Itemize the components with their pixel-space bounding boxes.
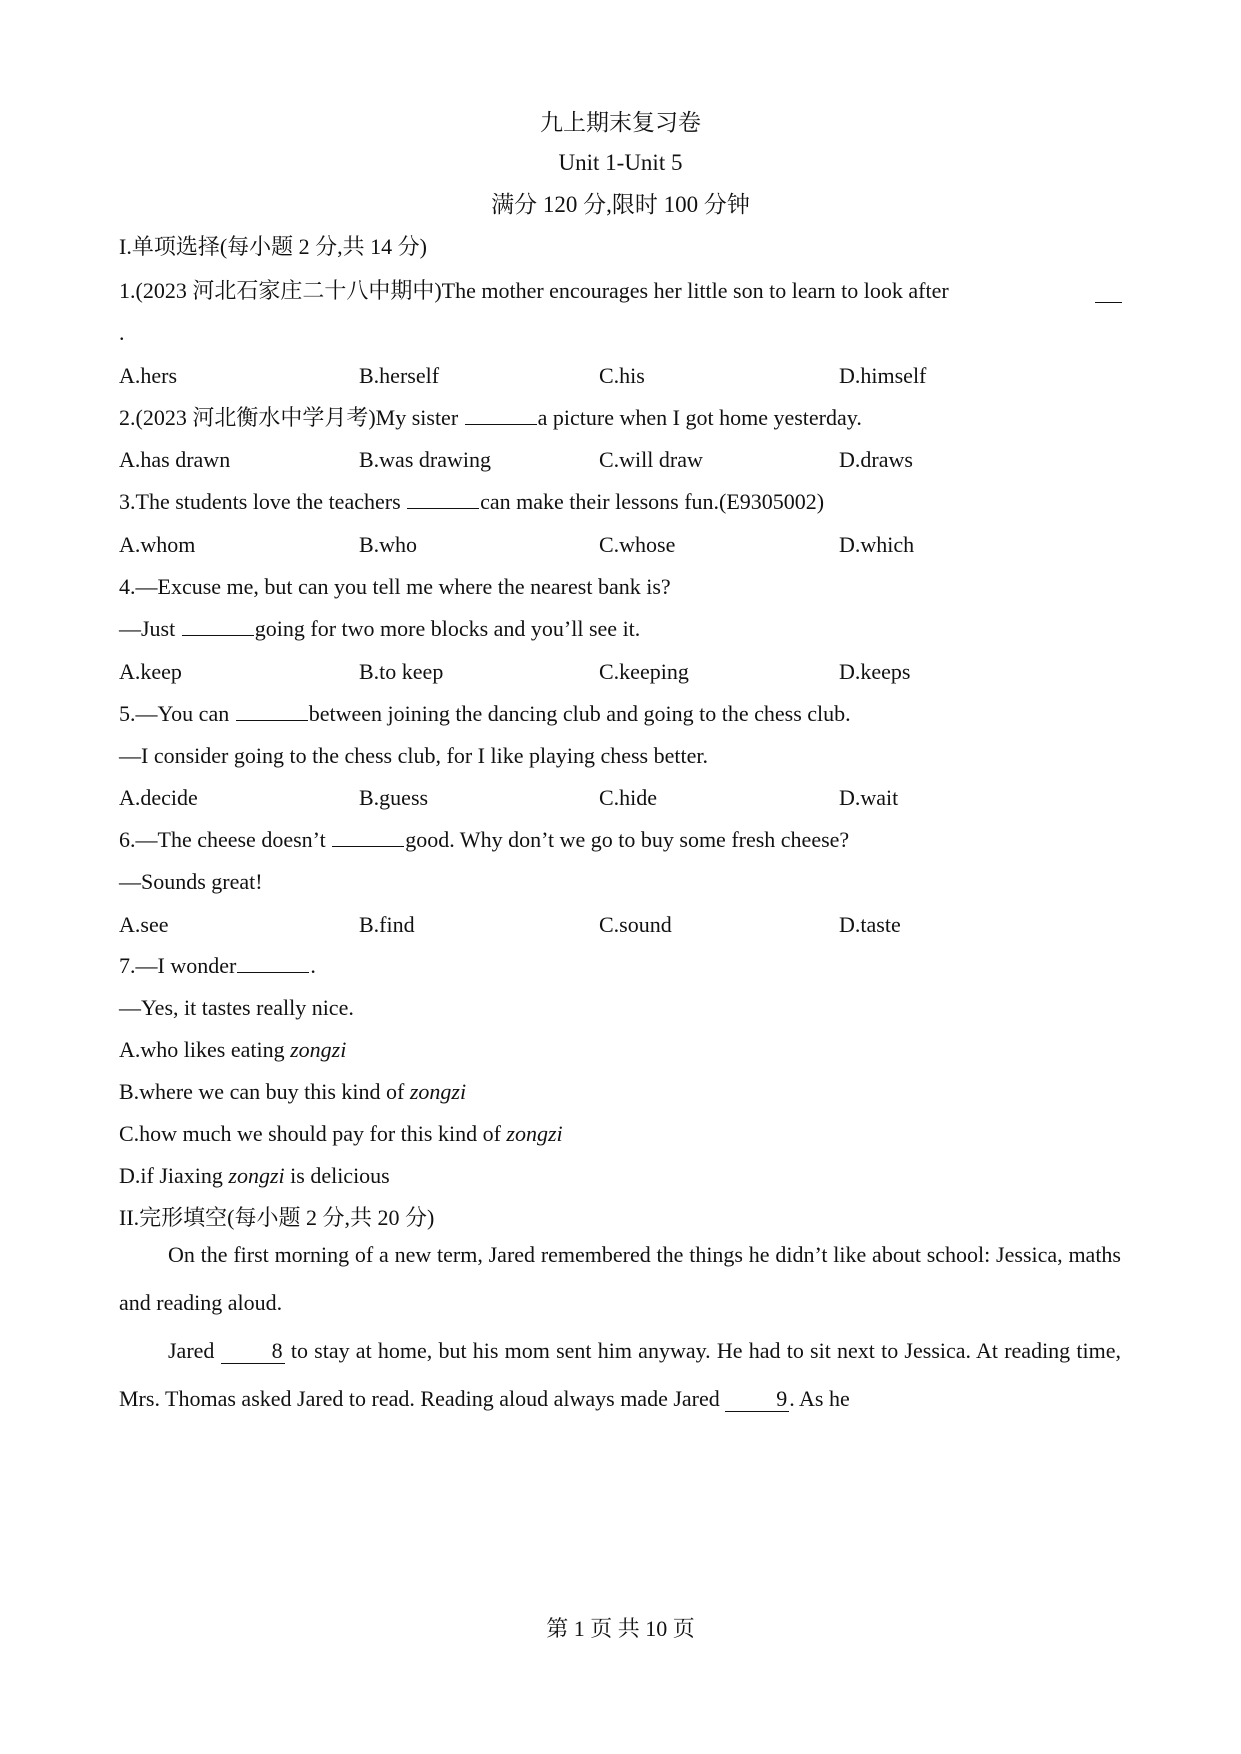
q5-option-b: B.guess	[359, 785, 429, 810]
page-footer: 第 1 页 共 10 页	[546, 1616, 695, 1641]
cloze-p2-part-b: to stay at home, but his mom sent him anyway. He had to sit next to Jessica. At reading time, Mrs. Thomas asked Jared to read. Reading aloud always made Jared	[119, 1338, 1121, 1411]
q4-line2	[119, 614, 640, 644]
q3-option-d: D.which	[839, 532, 915, 557]
q7-option-a-text: A.who likes eating	[119, 1037, 291, 1062]
cloze-p2-part-c: . As he	[789, 1386, 850, 1411]
q3-stem-pre: 3.The students love the teachers	[119, 489, 407, 514]
q4-option-a: A.keep	[119, 659, 182, 684]
q7-option-d-tail: is delicious	[284, 1163, 390, 1188]
q5-line1	[119, 699, 851, 729]
q6-line2: —Sounds great!	[119, 869, 263, 894]
q7-option-b-italic: zongzi	[409, 1079, 467, 1104]
q1-option-c: C.his	[599, 363, 645, 388]
q4-option-d: D.keeps	[839, 659, 911, 684]
q7-option-c-italic: zongzi	[506, 1121, 563, 1146]
q2-option-d: D.draws	[839, 447, 913, 472]
q5-option-d: D.wait	[839, 785, 899, 810]
q4-blank	[182, 615, 254, 636]
q5-line2: —I consider going to the chess club, for I like playing chess better.	[119, 743, 708, 768]
cloze-paragraph-2	[119, 1327, 1121, 1423]
q3-option-a: A.whom	[119, 532, 196, 557]
q4-option-b: B.to keep	[359, 659, 444, 684]
q7-option-d	[119, 1161, 390, 1191]
q4-stem-post: going for two more blocks and you’ll see it.	[254, 616, 641, 641]
q4-line1: 4.—Excuse me, but can you tell me where the nearest bank is?	[119, 574, 671, 599]
q5-blank	[236, 700, 308, 721]
q7-stem-post: .	[310, 953, 316, 978]
q6-option-b: B.find	[359, 912, 415, 937]
q1-option-a: A.hers	[119, 363, 178, 388]
q2-stem-post: a picture when I got home yesterday.	[537, 405, 862, 430]
q3-stem-post: can make their lessons fun.(E9305002)	[480, 489, 825, 514]
q1-stem-text: 1.(2023 河北石家庄二十八中期中)The mother encourages her little son to learn to look after	[119, 278, 949, 303]
q7-option-c	[119, 1119, 563, 1149]
q6-stem-pre: 6.—The cheese doesn’t	[119, 827, 332, 852]
section1-heading: I.单项选择(每小题 2 分,共 14 分)	[119, 234, 427, 259]
q3-stem	[119, 487, 824, 517]
q7-option-a-italic: zongzi	[290, 1037, 347, 1062]
q2-option-c: C.will draw	[599, 447, 703, 472]
q5-stem-pre: 5.—You can	[119, 701, 235, 726]
q7-option-b-text: B.where we can buy this kind of	[119, 1079, 410, 1104]
q2-option-b: B.was drawing	[359, 447, 491, 472]
q7-option-b	[119, 1077, 466, 1107]
q7-line2: —Yes, it tastes really nice.	[119, 995, 354, 1020]
q2-stem-pre: 2.(2023 河北衡水中学月考)My sister	[119, 405, 464, 430]
q7-option-d-italic: zongzi	[228, 1163, 285, 1188]
q3-option-b: B.who	[359, 532, 418, 557]
q3-blank	[407, 488, 479, 509]
cloze-paragraph-1: On the first morning of a new term, Jared remembered the things he didn’t like about school: Jessica, maths and reading aloud.	[119, 1242, 1121, 1315]
q1-stem-cont: .	[119, 320, 125, 345]
q2-blank	[465, 404, 537, 425]
q5-option-c: C.hide	[599, 785, 658, 810]
q5-stem-post: between joining the dancing club and going to the chess club.	[308, 701, 851, 726]
q5-option-a: A.decide	[119, 785, 198, 810]
q6-stem-post: good. Why don’t we go to buy some fresh cheese?	[405, 827, 850, 852]
q7-stem-pre: 7.—I wonder	[119, 953, 237, 978]
q7-option-d-text: D.if Jiaxing	[119, 1163, 229, 1188]
page-title: 九上期末复习卷	[540, 110, 701, 135]
cloze-blank-8: 8	[221, 1339, 285, 1364]
section2-heading: II.完形填空(每小题 2 分,共 20 分)	[119, 1205, 435, 1230]
cloze-p2-part-a: Jared	[168, 1338, 221, 1363]
q1-stem	[119, 276, 949, 306]
q6-blank	[332, 826, 404, 847]
q6-line1	[119, 825, 849, 855]
q2-option-a: A.has drawn	[119, 447, 231, 472]
q7-line1	[119, 951, 316, 981]
q6-option-d: D.taste	[839, 912, 901, 937]
q3-option-c: C.whose	[599, 532, 676, 557]
q1-option-d: D.himself	[839, 363, 927, 388]
q6-option-c: C.sound	[599, 912, 672, 937]
q7-option-a	[119, 1035, 346, 1065]
q4-option-c: C.keeping	[599, 659, 689, 684]
q1-option-b: B.herself	[359, 363, 440, 388]
q7-option-c-text: C.how much we should pay for this kind of	[119, 1121, 507, 1146]
q6-option-a: A.see	[119, 912, 169, 937]
q7-blank	[237, 952, 309, 973]
cloze-blank-9: 9	[725, 1387, 789, 1412]
q2-stem	[119, 403, 862, 433]
q4-stem-pre: —Just	[119, 616, 181, 641]
units-subtitle: Unit 1-Unit 5	[558, 150, 683, 175]
q1-blank	[1095, 282, 1122, 303]
scoring-info: 满分 120 分,限时 100 分钟	[491, 192, 750, 217]
